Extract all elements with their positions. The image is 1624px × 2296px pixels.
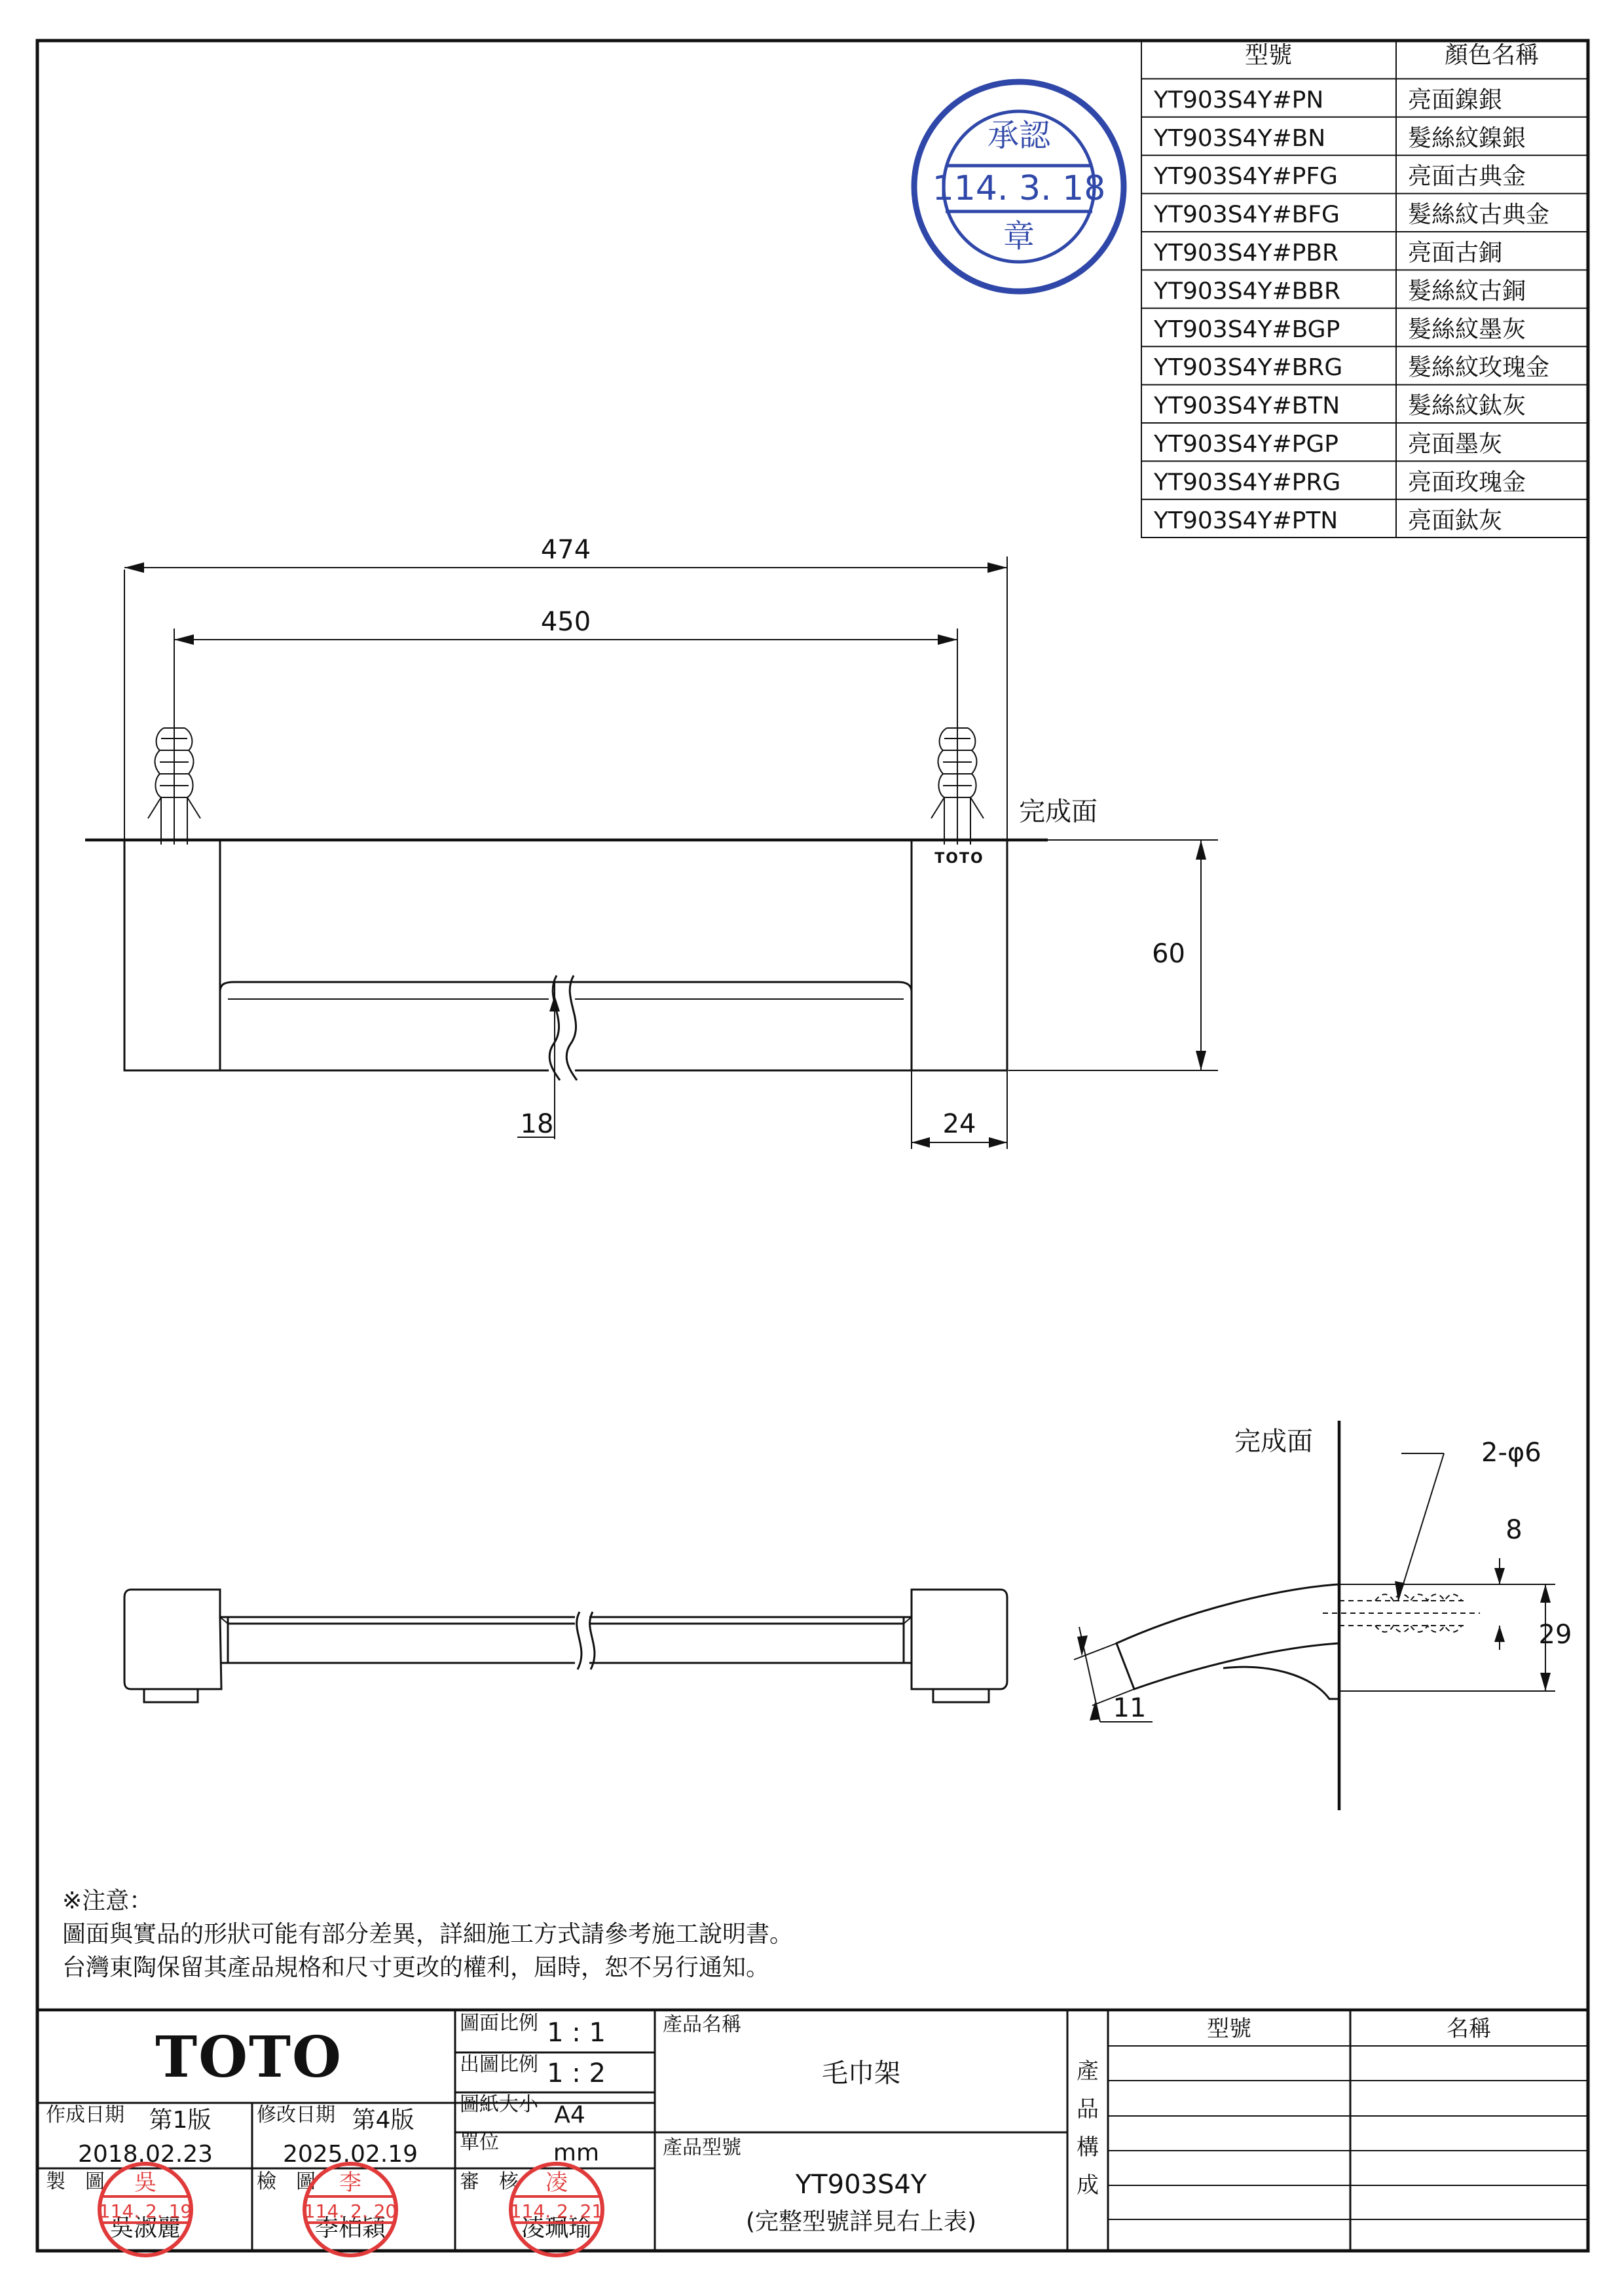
modified-date: 2025.02.19 <box>282 2141 418 2168</box>
review-label: 審 核 <box>460 2170 519 2193</box>
color-table-color-cell: 亮面古銅 <box>1408 240 1503 266</box>
checked-stamp-name: 李 <box>339 2170 361 2196</box>
created-version: 第1版 <box>149 2107 212 2134</box>
composition-label-char: 品 <box>1077 2096 1099 2123</box>
dim-bracket-height: 29 <box>1538 1620 1572 1650</box>
product-model-label: 產品型號 <box>663 2136 741 2159</box>
unit-value: mm <box>553 2140 600 2166</box>
composition-label-char: 構 <box>1077 2134 1099 2160</box>
composition-label-char: 產 <box>1077 2058 1099 2085</box>
unit-label: 單位 <box>460 2131 499 2154</box>
color-table-rows <box>1153 86 1549 534</box>
color-table-model-cell: YT903S4Y#BFG <box>1154 201 1340 228</box>
color-table-color-cell: 髮絲紋古銅 <box>1408 278 1526 305</box>
color-table-model-cell: YT903S4Y#PBR <box>1154 240 1339 266</box>
dim-tip: 11 <box>1113 1693 1147 1723</box>
approval-stamp-top: 承認 <box>987 117 1051 154</box>
print-scale-label: 出圖比例 <box>460 2053 538 2076</box>
dim-overall-width: 474 <box>540 535 591 565</box>
checked-stamp <box>304 2164 397 2255</box>
approval-stamp <box>914 82 1124 291</box>
color-table-model-cell: YT903S4Y#PN <box>1154 86 1324 114</box>
composition-header-model: 型號 <box>1207 2016 1251 2042</box>
color-table-color-cell: 亮面鈦灰 <box>1408 507 1503 534</box>
notes-heading: ※注意： <box>62 1887 153 1914</box>
front-view <box>85 535 1218 1149</box>
dim-bar-thickness: 18 <box>520 1109 554 1139</box>
scale-value: 1 : 1 <box>547 2018 606 2048</box>
print-scale-value: 1 : 2 <box>547 2058 606 2088</box>
wall-anchor-left <box>148 723 200 845</box>
side-view <box>1074 1421 1572 1810</box>
modified-version: 第4版 <box>352 2107 415 2134</box>
created-date: 2018.02.23 <box>77 2141 213 2168</box>
notes-line-2: 台灣東陶保留其產品規格和尺寸更改的權利，屆時，恕不另行通知。 <box>62 1954 770 1981</box>
finish-surface-label: 完成面 <box>1019 797 1098 827</box>
checked-stamp-date: 114. 2. 20 <box>303 2200 397 2222</box>
color-table-model-cell: YT903S4Y#BRG <box>1154 354 1343 382</box>
notes-line-1: 圖面與實品的形狀可能有部分差異，詳細施工方式請參考施工說明書。 <box>62 1921 794 1948</box>
paper-size-label: 圖紙大小 <box>460 2093 538 2116</box>
drawn-stamp <box>99 2164 193 2255</box>
created-label: 作成日期 <box>46 2104 124 2126</box>
color-table-color-cell: 髮絲紋鎳銀 <box>1408 124 1526 152</box>
review-stamp-date: 114. 2. 21 <box>509 2200 604 2222</box>
approval-stamp-middle: 章 <box>1003 218 1035 255</box>
product-model-note: (完整型號詳見右上表) <box>745 2208 977 2235</box>
modified-label: 修改日期 <box>257 2104 335 2126</box>
dim-hole-depth: 8 <box>1505 1515 1522 1545</box>
composition-label <box>1077 2058 1099 2198</box>
title-block <box>37 2010 1588 2255</box>
product-name-label: 產品名稱 <box>663 2013 741 2036</box>
reviewed-by: 凌珮瑜 <box>521 2215 593 2242</box>
checked-by: 李柏穎 <box>314 2215 386 2242</box>
scale-label: 圖面比例 <box>460 2012 538 2035</box>
toto-logo: TOTO <box>155 2024 342 2090</box>
approval-stamp-date: 114. 3. 18 <box>932 169 1106 208</box>
color-table-color-cell: 髮絲紋古典金 <box>1408 201 1550 228</box>
color-table-color-cell: 亮面墨灰 <box>1408 431 1503 458</box>
color-table-color-cell: 髮絲紋玫瑰金 <box>1408 354 1550 382</box>
color-table-model-cell: YT903S4Y#BTN <box>1154 392 1340 420</box>
color-table-model-cell: YT903S4Y#PFG <box>1154 163 1338 191</box>
color-table-color-cell: 髮絲紋墨灰 <box>1408 316 1526 343</box>
dim-height: 60 <box>1152 939 1185 969</box>
color-table-model-cell: YT903S4Y#PGP <box>1154 431 1338 458</box>
color-table-color-cell: 亮面鎳銀 <box>1408 86 1503 114</box>
color-table-header-color: 顏色名稱 <box>1444 42 1540 69</box>
color-table-color-cell: 亮面古典金 <box>1408 163 1526 191</box>
dim-holes: 2-φ6 <box>1481 1438 1541 1468</box>
review-stamp-name: 凌 <box>545 2170 568 2196</box>
wall-anchor-right <box>931 723 984 845</box>
drawn-stamp-name: 吳 <box>134 2170 157 2196</box>
bottom-view <box>124 1590 1007 1702</box>
drawn-stamp-date: 114. 2. 19 <box>98 2200 193 2222</box>
color-table-model-cell: YT903S4Y#BGP <box>1154 316 1340 343</box>
color-table-model-cell: YT903S4Y#BBR <box>1154 278 1341 305</box>
color-table <box>1141 41 1588 538</box>
paper-size-value: A4 <box>554 2102 585 2128</box>
dim-mount-spacing: 450 <box>540 607 591 637</box>
color-table-model-cell: YT903S4Y#PTN <box>1154 507 1338 534</box>
drawn-by: 吳淑麗 <box>109 2215 181 2242</box>
drawn-label: 製 圖 <box>46 2170 105 2193</box>
composition-label-char: 成 <box>1077 2172 1099 2198</box>
checked-label: 檢 圖 <box>257 2170 316 2193</box>
composition-header-name: 名稱 <box>1447 2016 1491 2042</box>
color-table-model-cell: YT903S4Y#BN <box>1154 124 1326 152</box>
sheet-border <box>37 41 1588 2251</box>
color-table-color-cell: 亮面玫瑰金 <box>1408 469 1526 496</box>
bracket-logo-mark: TOTO <box>934 850 984 867</box>
product-name: 毛巾架 <box>822 2058 900 2088</box>
dim-end-width: 24 <box>942 1109 976 1139</box>
color-table-model-cell: YT903S4Y#PRG <box>1154 469 1341 496</box>
notes <box>62 1887 793 1981</box>
review-stamp <box>510 2164 604 2255</box>
product-model: YT903S4Y <box>795 2170 927 2200</box>
color-table-header-model: 型號 <box>1244 42 1293 69</box>
side-finish-surface-label: 完成面 <box>1234 1427 1313 1457</box>
color-table-color-cell: 髮絲紋鈦灰 <box>1408 392 1526 420</box>
